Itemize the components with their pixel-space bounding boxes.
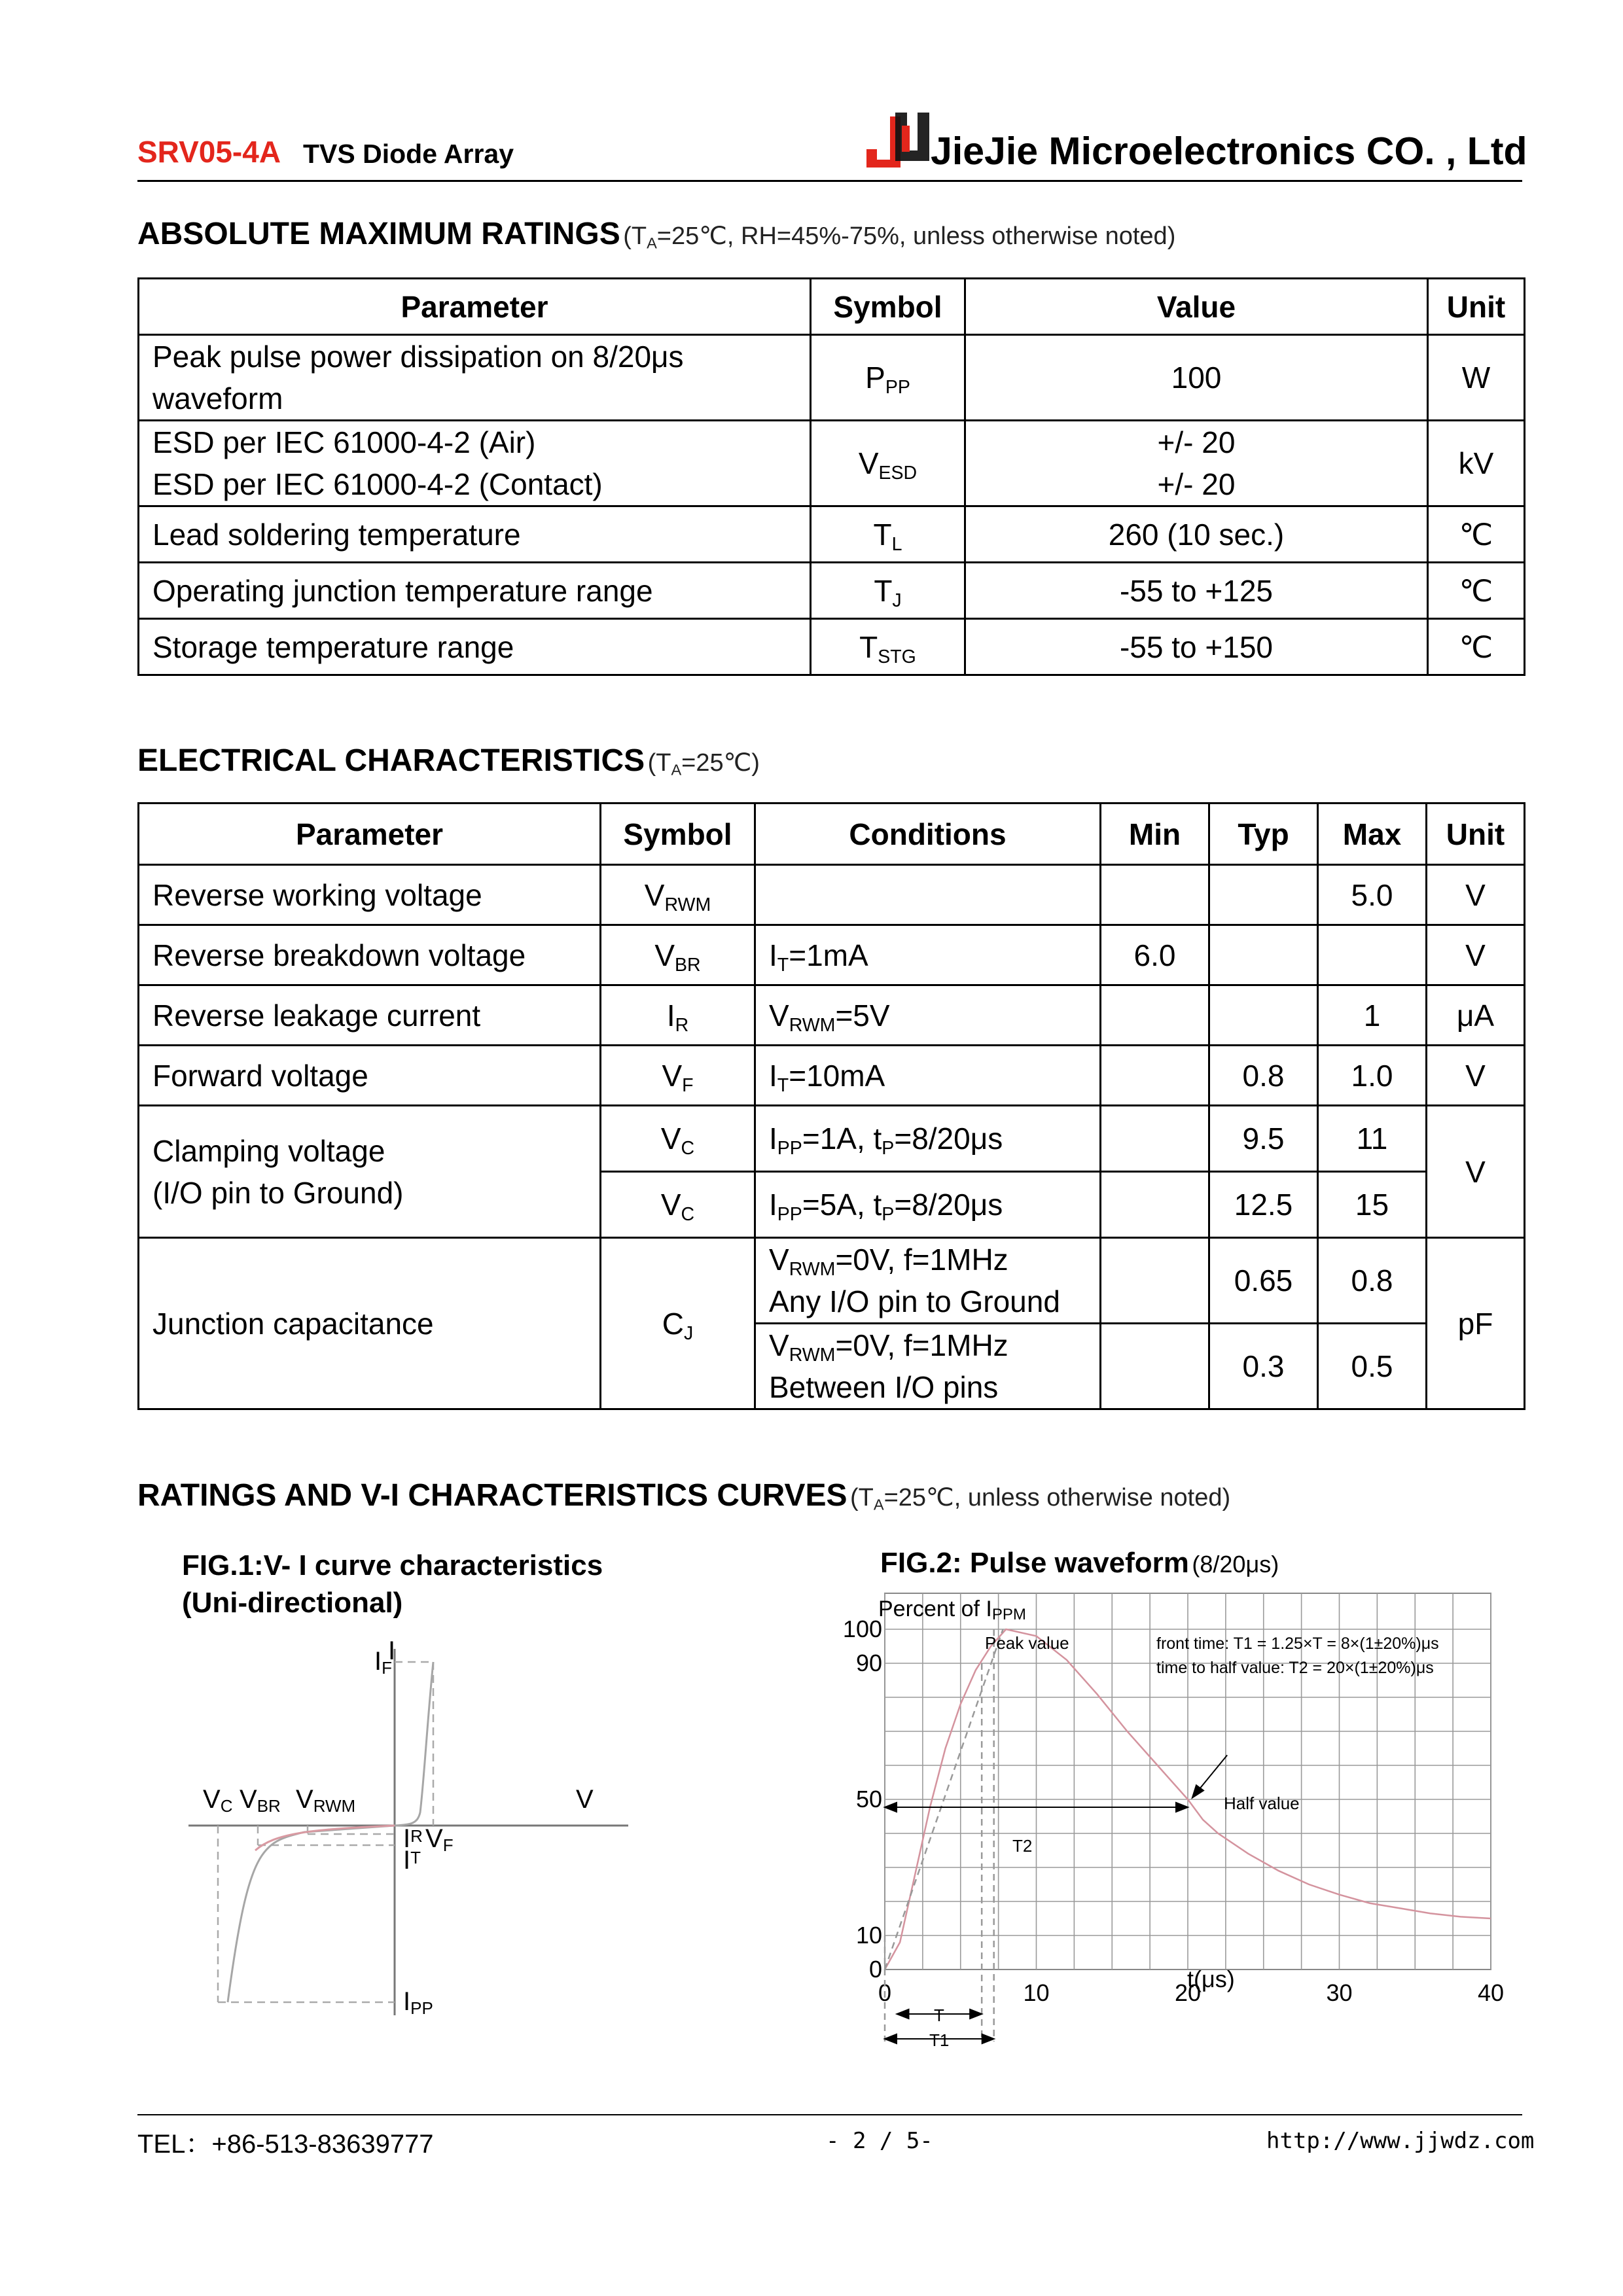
label-vc: VC [203, 1785, 233, 1816]
t-label: T [934, 2005, 944, 2025]
symbol-cell: $P_{PP}$ [811, 335, 965, 421]
section-note: ($T_A=25℃$, unless otherwise noted) [849, 1484, 1231, 1513]
typ-cell [1209, 925, 1318, 985]
electrical-table [137, 802, 1525, 1410]
value-cell: 100 [965, 335, 1428, 421]
min-cell [1101, 1172, 1209, 1238]
max-cell [1318, 925, 1427, 985]
param-cell: Clamping voltage (I/O pin to Ground) [139, 1106, 601, 1238]
y-tick-label: 50 [855, 1786, 882, 1812]
param-cell: ESD per IEC 61000-4-2 (Air) ESD per IEC 61000-4-2 (Contact) [139, 421, 811, 506]
unit-cell: pF [1427, 1238, 1525, 1409]
label-it: $I^T$ [403, 1846, 421, 1875]
label-if: IF [374, 1647, 393, 1678]
min-cell: 6.0 [1101, 925, 1209, 985]
max-cell: 0.8 [1318, 1238, 1427, 1324]
peak-value-label: Peak value [985, 1633, 1069, 1653]
section-title: ELECTRICAL CHARACTERISTICS [137, 743, 645, 778]
conditions-cell: $I_{PP}=1A$, $t_P=8/20\mu s$ [755, 1106, 1101, 1172]
unit-cell: V [1427, 1106, 1525, 1238]
symbol-cell: $V_C$ [601, 1172, 755, 1238]
symbol-cell: $I_R$ [601, 985, 755, 1046]
vi-curve-diagram [177, 1629, 648, 2028]
note-half-time: time to half value: T2 = 20×(1±20%)μs [1156, 1659, 1434, 1677]
table-row [139, 563, 1525, 619]
max-cell: 1 [1318, 985, 1427, 1046]
arrowhead [982, 2034, 994, 2043]
unit-cell: V [1427, 925, 1525, 985]
curves-heading [137, 1477, 1230, 1513]
min-cell [1101, 1106, 1209, 1172]
header-description: TVS Diode Array [303, 139, 514, 169]
label-i: I [388, 1636, 396, 1665]
label-vrwm: VRWM [296, 1785, 356, 1816]
y-axis-label: Percent of IPPM [878, 1597, 1026, 1623]
symbol-cell: $V_F$ [601, 1046, 755, 1106]
symbol-cell: $V_{BR}$ [601, 925, 755, 985]
max-cell: 0.5 [1318, 1324, 1427, 1409]
footer-tel: TEL：+86-513-83639777 [137, 2130, 434, 2159]
company-logo-icon [864, 113, 929, 168]
typ-cell: 0.3 [1209, 1324, 1318, 1409]
value-cell: +/- 20 +/- 20 [965, 421, 1428, 506]
header-cell: Unit [1428, 279, 1525, 335]
min-cell [1101, 1238, 1209, 1324]
table-row [139, 865, 1525, 925]
table-row [139, 1106, 1525, 1172]
header-cell: Symbol [811, 279, 965, 335]
param-cell: Reverse breakdown voltage [139, 925, 601, 985]
max-cell: 15 [1318, 1172, 1427, 1238]
min-cell [1101, 1046, 1209, 1106]
table-row [139, 335, 1525, 421]
symbol-cell: $V_C$ [601, 1106, 755, 1172]
section-note: $(T_A=25℃)$ [647, 749, 760, 779]
front-guide-lines [885, 1629, 1003, 2041]
unit-cell: V [1427, 1046, 1525, 1106]
section-title: RATINGS AND V-I CHARACTERISTICS CURVES [137, 1478, 847, 1513]
param-cell: Operating junction temperature range [139, 563, 811, 619]
value-cell: 260 (10 sec.) [965, 506, 1428, 563]
header-cell: Parameter [139, 804, 601, 865]
param-cell: Reverse leakage current [139, 985, 601, 1046]
label-vf: VF [425, 1824, 454, 1855]
max-cell: 1.0 [1318, 1046, 1427, 1106]
footer-page-number: - 2 / 5- [826, 2128, 933, 2154]
header-cell: Typ [1209, 804, 1318, 865]
conditions-cell: $V_{RWM}=5V$ [755, 985, 1101, 1046]
conditions-cell: $I_{PP}=5A$, $t_P=8/20\mu s$ [755, 1172, 1101, 1238]
min-cell [1101, 1324, 1209, 1409]
conditions-cell [755, 865, 1101, 925]
arrowhead [885, 2034, 897, 2043]
table-row [139, 619, 1525, 675]
symbol-cell: $T_{STG}$ [811, 619, 965, 675]
unit-cell: ℃ [1428, 619, 1525, 675]
note-front-time: front time: T1 = 1.25×T = 8×(1±20%)μs [1156, 1634, 1439, 1653]
max-cell: 11 [1318, 1106, 1427, 1172]
x-axis-label: t(μs) [1187, 1966, 1235, 1992]
symbol-cell: $V_{RWM}$ [601, 865, 755, 925]
max-cell: 5.0 [1318, 865, 1427, 925]
fig1-title: FIG.1:V- I curve characteristics (Uni-directional) [182, 1549, 603, 1619]
t2-label: T2 [1012, 1836, 1033, 1856]
param-cell: Forward voltage [139, 1046, 601, 1106]
y-tick-label: 100 [842, 1616, 882, 1642]
typ-cell: 9.5 [1209, 1106, 1318, 1172]
absolute-max-heading [137, 216, 1175, 252]
arrowhead [885, 1803, 897, 1812]
t1-label: T1 [929, 2030, 950, 2050]
typ-cell: 0.65 [1209, 1238, 1318, 1324]
typ-cell [1209, 985, 1318, 1046]
param-cell: Storage temperature range [139, 619, 811, 675]
min-cell [1101, 985, 1209, 1046]
header-model: SRV05-4A [137, 135, 281, 169]
header-cell: Parameter [139, 279, 811, 335]
header-cell: Unit [1427, 804, 1525, 865]
unit-cell: W [1428, 335, 1525, 421]
section-note: ($T_A=25℃$, RH=45%-75%, unless otherwise noted) [623, 222, 1176, 252]
conditions-cell: $I_T=10mA$ [755, 1046, 1101, 1106]
unit-cell: ℃ [1428, 563, 1525, 619]
param-cell: Lead soldering temperature [139, 506, 811, 563]
unit-cell: μA [1427, 985, 1525, 1046]
x-tick-label: 0 [878, 1979, 892, 2006]
value-cell: -55 to +125 [965, 563, 1428, 619]
fig2-title: FIG.2: Pulse waveform (8/20μs) [880, 1547, 1279, 1579]
table-row [139, 925, 1525, 985]
value-cell: -55 to +150 [965, 619, 1428, 675]
typ-cell: 0.8 [1209, 1046, 1318, 1106]
table-row [139, 985, 1525, 1046]
label-ipp: IPP [403, 1987, 433, 2018]
arrowhead [1176, 1803, 1188, 1812]
header-cell: Max [1318, 804, 1427, 865]
typ-cell: 12.5 [1209, 1172, 1318, 1238]
arrowhead [897, 2009, 909, 2019]
header-cell: Value [965, 279, 1428, 335]
y-tick-label: 10 [855, 1922, 882, 1949]
table-row [139, 421, 1525, 506]
unit-cell: ℃ [1428, 506, 1525, 563]
min-cell [1101, 865, 1209, 925]
guide-lines [218, 1662, 433, 2002]
label-ir: $I^R$ [403, 1824, 423, 1853]
footer-divider [137, 2114, 1522, 2115]
symbol-cell: $C_J$ [601, 1238, 755, 1409]
arrowhead [970, 2009, 982, 2019]
table-row [139, 1046, 1525, 1106]
param-cell: Peak pulse power dissipation on 8/20μs waveform [139, 335, 811, 421]
footer-url: http://www.jjwdz.com [1266, 2128, 1535, 2154]
symbol-cell: $V_{ESD}$ [811, 421, 965, 506]
symbol-cell: $T_L$ [811, 506, 965, 563]
label-vbr: VBR [240, 1785, 281, 1816]
y-tick-label: 0 [868, 1956, 882, 1983]
table-header-row [139, 279, 1525, 335]
y-tick-label: 90 [855, 1650, 882, 1676]
vi-curve-red-segment [255, 1826, 395, 1850]
table-row [139, 1238, 1525, 1324]
conditions-cell: $V_{RWM}=0V$, f=1MHz Any I/O pin to Ground [755, 1238, 1101, 1324]
company-name: JieJie Microelectronics CO. , Ltd [931, 130, 1527, 173]
table-row [139, 506, 1525, 563]
x-tick-label: 10 [1023, 1979, 1050, 2006]
typ-cell [1209, 865, 1318, 925]
absolute-max-table [137, 277, 1525, 676]
table-header-row [139, 804, 1525, 865]
conditions-cell: $I_T=1mA$ [755, 925, 1101, 985]
header-cell: Symbol [601, 804, 755, 865]
unit-cell: V [1427, 865, 1525, 925]
header-divider [137, 180, 1522, 182]
unit-cell: kV [1428, 421, 1525, 506]
header-cell: Conditions [755, 804, 1101, 865]
header-cell: Min [1101, 804, 1209, 865]
pulse-waveform-chart [831, 1590, 1518, 2094]
section-title: ABSOLUTE MAXIMUM RATINGS [137, 217, 620, 251]
x-tick-label: 40 [1477, 1979, 1505, 2006]
electrical-heading [137, 743, 760, 779]
param-cell: Junction capacitance [139, 1238, 601, 1409]
conditions-cell: $V_{RWM}=0V$, f=1MHz Between I/O pins [755, 1324, 1101, 1409]
label-v: V [576, 1785, 594, 1814]
x-tick-label: 30 [1326, 1979, 1353, 2006]
half-value-label: Half value [1224, 1793, 1300, 1813]
param-cell: Reverse working voltage [139, 865, 601, 925]
x-tick-label: 20 [1174, 1979, 1202, 2006]
symbol-cell: $T_J$ [811, 563, 965, 619]
